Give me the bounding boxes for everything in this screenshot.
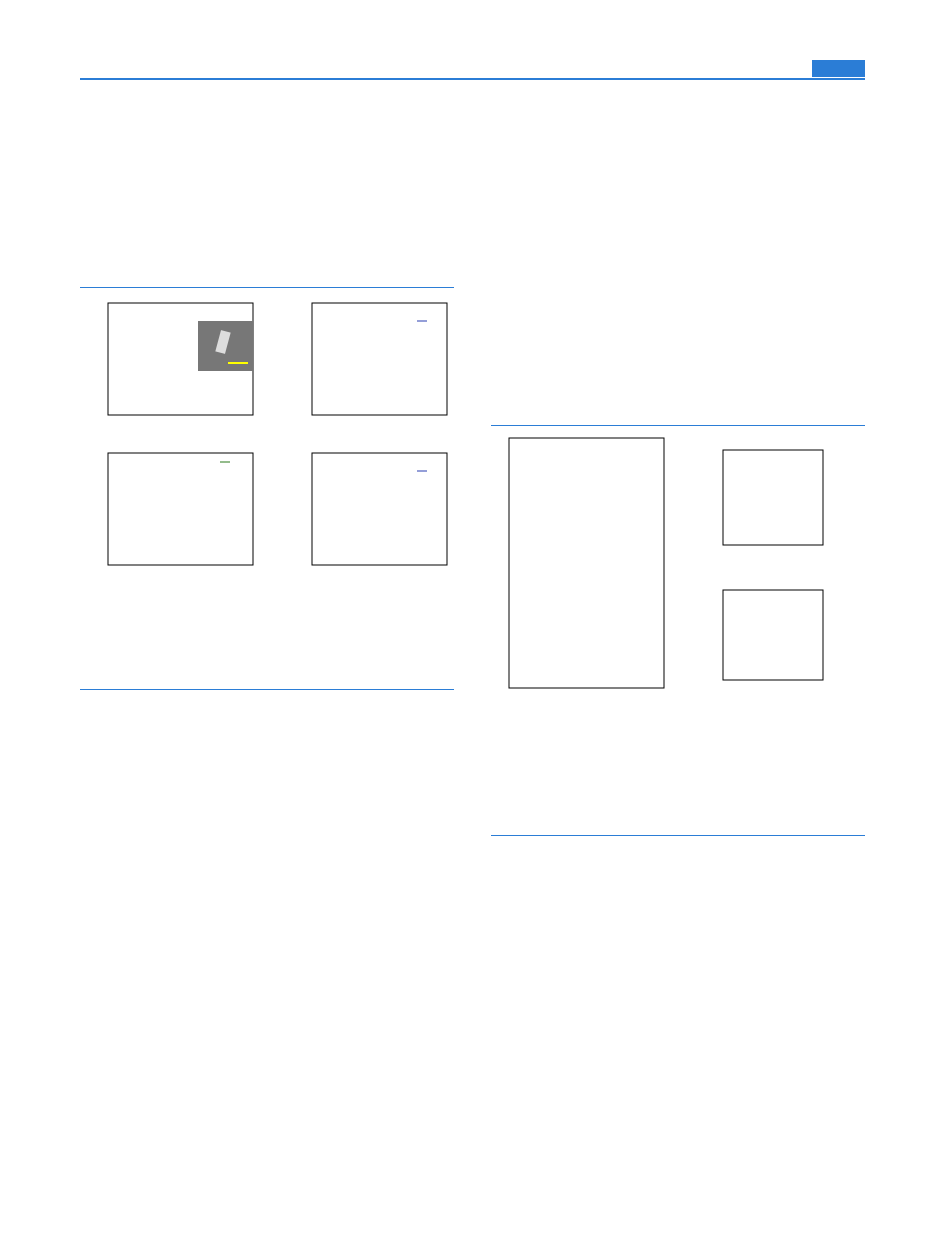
fig2c-frame (723, 590, 823, 680)
fig1-panel-a (108, 303, 253, 415)
figure1-bottom-rule (80, 689, 454, 690)
fig2-panel-b (723, 450, 823, 545)
figure-1 (80, 293, 454, 593)
figure2-bottom-rule (491, 835, 865, 836)
figure1-top-rule (80, 287, 454, 288)
figure-2 (491, 432, 865, 714)
fig1c-frame (108, 453, 253, 565)
fig1-panel-c (108, 453, 253, 565)
fig2-panel-c (723, 590, 823, 680)
fig2-panel-a (509, 438, 664, 688)
header-rule (80, 78, 865, 80)
fig1-panel-d (312, 453, 447, 565)
fig2b-frame (723, 450, 823, 545)
figure2-top-rule (491, 425, 865, 426)
fig1-panel-b (312, 303, 447, 415)
fig2a-frame (509, 438, 664, 688)
article-type-badge (812, 60, 865, 77)
fig1d-frame (312, 453, 447, 565)
fig1b-frame (312, 303, 447, 415)
